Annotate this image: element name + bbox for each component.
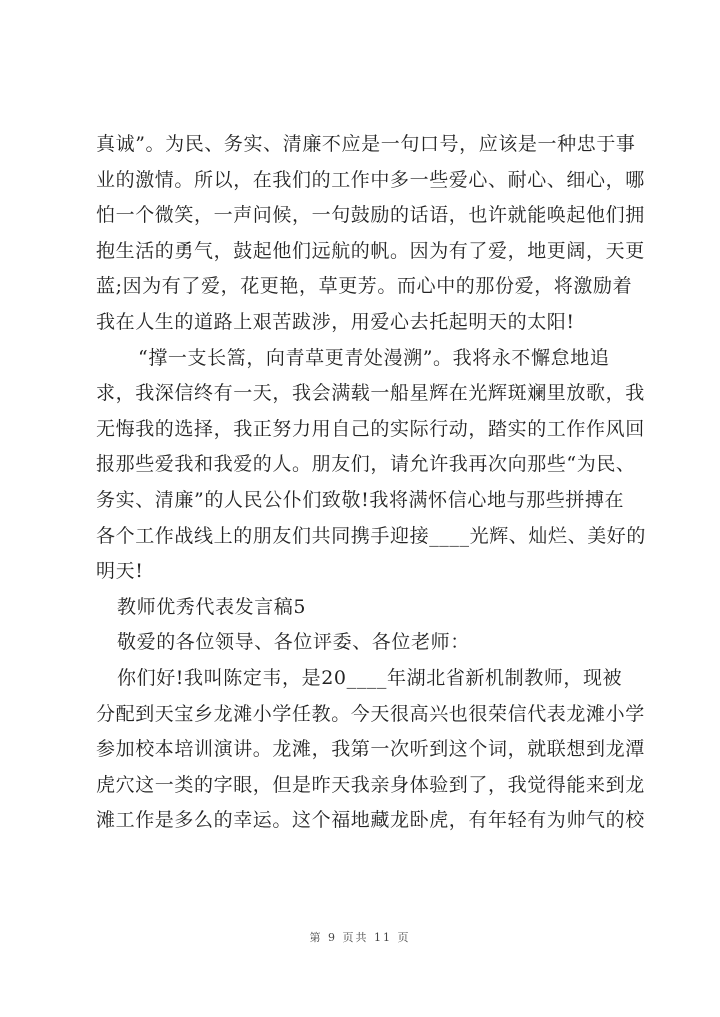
text-line: 分配到天宝乡龙滩小学任教。今天很高兴也很荣信代表龙滩小学 — [96, 702, 645, 725]
text-line: 求，我深信终有一天，我会满载一船星辉在光辉斑斓里放歌，我 — [96, 382, 645, 405]
section-heading: 教师优秀代表发言稿5 — [117, 595, 307, 618]
text-line: 无悔我的选择，我正努力用自己的实际行动，踏实的工作作风回 — [96, 417, 645, 440]
text-line: “撑一支长篙，向青草更青处漫溯”。我将永不懈怠地追 — [138, 346, 610, 369]
text-line: 蓝;因为有了爱，花更艳，草更芳。而心中的那份爱，将激励着 — [96, 275, 633, 298]
page-number: 第 9 页共 11 页 — [309, 931, 411, 944]
text-line: 业的激情。所以，在我们的工作中多一些爱心、耐心、细心，哪 — [96, 168, 645, 191]
text-line: 明天! — [96, 560, 144, 583]
text-line: 我在人生的道路上艰苦跋涉，用爱心去托起明天的太阳! — [96, 310, 575, 333]
text-line: 各个工作战线上的朋友们共同携手迎接____光辉、灿烂、美好的 — [96, 524, 647, 547]
salutation: 敬爱的各位领导、各位评委、各位老师： — [117, 631, 470, 654]
text-line: 真诚”。为民、务实、清廉不应是一句口号，应该是一种忠于事 — [96, 133, 636, 155]
text-line: 抱生活的勇气，鼓起他们远航的帆。因为有了爱，地更阔，天更 — [96, 239, 645, 262]
document-body — [96, 127, 647, 839]
text-line: 怕一个微笑，一声问候，一句鼓励的话语，也许就能唤起他们拥 — [96, 204, 645, 227]
text-line: 你们好!我叫陈定韦，是20____年湖北省新机制教师，现被 — [117, 666, 623, 689]
text-line: 滩工作是多么的幸运。这个福地藏龙卧虎，有年轻有为帅气的校 — [96, 809, 645, 832]
text-line: 报那些爱我和我爱的人。朋友们，请允许我再次向那些“为民、 — [96, 453, 636, 476]
text-line: 虎穴这一类的字眼，但是昨天我亲身体验到了，我觉得能来到龙 — [96, 773, 645, 796]
text-line: 务实、清廉”的人民公仆们致敬!我将满怀信心地与那些拼搏在 — [96, 488, 625, 511]
text-line: 参加校本培训演讲。龙滩，我第一次听到这个词，就联想到龙潭 — [96, 738, 645, 761]
